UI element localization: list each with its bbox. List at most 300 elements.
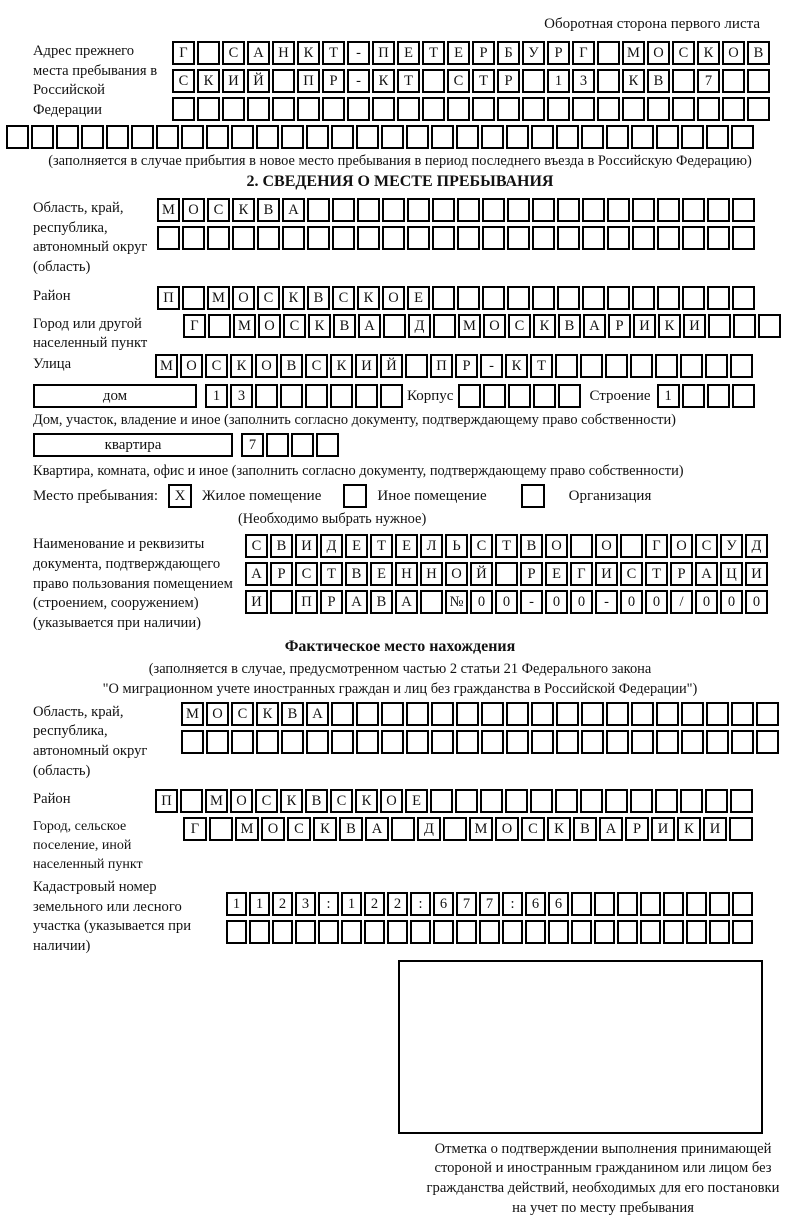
house-block xyxy=(33,384,800,412)
char-cell xyxy=(272,97,295,121)
char-cell xyxy=(432,198,455,222)
option-residential-label: Жилое помещение xyxy=(202,487,322,504)
char-cell: М xyxy=(233,314,256,338)
char-cell xyxy=(657,226,680,250)
char-cell xyxy=(730,789,753,813)
char-cell xyxy=(532,226,555,250)
char-cell xyxy=(606,730,629,754)
char-cell xyxy=(732,198,755,222)
char-cell: О xyxy=(382,286,405,310)
char-cell xyxy=(281,730,304,754)
char-cell: К xyxy=(505,354,528,378)
char-cell xyxy=(630,789,653,813)
char-cell xyxy=(571,892,592,916)
district-block xyxy=(33,286,800,314)
char-cell xyxy=(306,730,329,754)
char-cell xyxy=(280,384,303,408)
stamp-caption-line-2: стороной и иностранным гражданином или лицом без xyxy=(434,1160,772,1177)
char-cell: Т xyxy=(322,41,345,65)
char-cell: И xyxy=(295,534,318,558)
char-cell: А xyxy=(358,314,381,338)
char-cell xyxy=(732,226,755,250)
char-cell xyxy=(531,702,554,726)
char-cell xyxy=(508,384,531,408)
char-cell xyxy=(207,226,230,250)
region-block xyxy=(33,198,800,278)
char-cell xyxy=(482,226,505,250)
stamp-caption-line-1: Отметка о подтверждении выполнения принимающей xyxy=(434,1140,772,1157)
char-cell xyxy=(705,789,728,813)
char-cell: У xyxy=(720,534,743,558)
char-cell: П xyxy=(297,69,320,93)
char-cell: А xyxy=(365,817,389,841)
char-cell: А xyxy=(599,817,623,841)
char-cell: В xyxy=(307,286,330,310)
char-cell: О xyxy=(261,817,285,841)
char-cell xyxy=(380,384,403,408)
char-cell xyxy=(680,789,703,813)
char-cell: С xyxy=(330,789,353,813)
char-cell xyxy=(481,730,504,754)
char-cell xyxy=(483,384,506,408)
char-cell xyxy=(597,41,620,65)
char-cell xyxy=(407,226,430,250)
char-cell xyxy=(707,286,730,310)
char-cell xyxy=(756,702,779,726)
cadastral-label: Кадастровый номер земельного или лесного участка (указывается при наличии) xyxy=(33,878,192,955)
char-cell xyxy=(706,702,729,726)
char-cell: 1 xyxy=(341,892,362,916)
document-row-3 xyxy=(245,590,770,614)
char-cell: С xyxy=(245,534,268,558)
char-cell: А xyxy=(245,562,268,586)
char-cell xyxy=(656,125,679,149)
char-cell: О xyxy=(255,354,278,378)
char-cell xyxy=(316,433,339,457)
char-cell xyxy=(281,125,304,149)
char-cell xyxy=(381,702,404,726)
char-cell xyxy=(318,920,339,944)
char-cell: К xyxy=(533,314,556,338)
char-cell xyxy=(407,198,430,222)
stay-type-block xyxy=(33,484,800,508)
char-cell xyxy=(255,384,278,408)
char-cell xyxy=(456,730,479,754)
char-cell xyxy=(594,920,615,944)
char-cell xyxy=(181,125,204,149)
char-cell xyxy=(272,920,293,944)
char-cell xyxy=(708,314,731,338)
char-cell xyxy=(630,354,653,378)
prev-address-row-2 xyxy=(172,69,772,93)
char-cell xyxy=(81,125,104,149)
char-cell: П xyxy=(372,41,395,65)
char-cell: К xyxy=(658,314,681,338)
char-cell: О xyxy=(595,534,618,558)
char-cell xyxy=(556,730,579,754)
char-cell xyxy=(457,198,480,222)
apartment-box-label: квартира xyxy=(33,433,233,457)
char-cell xyxy=(447,97,470,121)
char-cell: П xyxy=(155,789,178,813)
char-cell xyxy=(6,125,29,149)
char-cell: № xyxy=(445,590,468,614)
char-cell xyxy=(506,702,529,726)
char-cell xyxy=(581,730,604,754)
apartment-caption: Квартира, комната, офис и иное (заполнить согласно документу, подтверждающему право собственности) xyxy=(33,463,684,480)
char-cell xyxy=(657,198,680,222)
char-cell xyxy=(482,286,505,310)
char-cell xyxy=(581,702,604,726)
char-cell xyxy=(709,892,730,916)
prev-address-grids xyxy=(172,41,772,125)
char-cell xyxy=(597,97,620,121)
char-cell xyxy=(722,97,745,121)
char-cell: С xyxy=(205,354,228,378)
char-cell xyxy=(582,286,605,310)
char-cell: К xyxy=(547,817,571,841)
char-cell xyxy=(556,125,579,149)
cadastral-block xyxy=(33,877,800,957)
char-cell xyxy=(682,384,705,408)
char-cell xyxy=(383,314,406,338)
char-cell xyxy=(631,125,654,149)
char-cell xyxy=(557,198,580,222)
char-cell xyxy=(533,384,556,408)
char-cell xyxy=(297,97,320,121)
char-cell xyxy=(617,920,638,944)
char-cell xyxy=(197,41,220,65)
char-cell: Р xyxy=(625,817,649,841)
char-cell xyxy=(507,226,530,250)
char-cell xyxy=(157,226,180,250)
char-cell xyxy=(347,97,370,121)
char-cell: С xyxy=(287,817,311,841)
char-cell: Р xyxy=(608,314,631,338)
char-cell: М xyxy=(155,354,178,378)
char-cell xyxy=(332,198,355,222)
char-cell: К xyxy=(313,817,337,841)
char-cell xyxy=(506,125,529,149)
char-cell xyxy=(572,97,595,121)
char-cell xyxy=(582,198,605,222)
char-cell xyxy=(270,590,293,614)
district-label: Район xyxy=(33,287,71,304)
char-cell xyxy=(357,226,380,250)
char-cell xyxy=(655,354,678,378)
stamp-caption-line-4: на учет по месту пребывания xyxy=(512,1199,694,1216)
city-label: Город или другой населенный пункт xyxy=(33,315,148,352)
char-cell xyxy=(182,226,205,250)
region-label: Область, край, республика, автономный округ (область) xyxy=(33,200,148,276)
char-cell: Р xyxy=(497,69,520,93)
char-cell: - xyxy=(595,590,618,614)
section2-title: 2. СВЕДЕНИЯ О МЕСТЕ ПРЕБЫВАНИЯ xyxy=(246,173,554,190)
char-cell xyxy=(681,702,704,726)
house-box-label: дом xyxy=(33,384,197,408)
char-cell: 7 xyxy=(456,892,477,916)
stamp-caption xyxy=(368,1140,800,1218)
char-cell xyxy=(570,534,593,558)
char-cell xyxy=(372,97,395,121)
char-cell xyxy=(672,97,695,121)
char-cell: С xyxy=(283,314,306,338)
char-cell: С xyxy=(521,817,545,841)
char-cell xyxy=(420,590,443,614)
char-cell: : xyxy=(502,892,523,916)
char-cell xyxy=(620,534,643,558)
checkbox-other-premises xyxy=(343,484,367,508)
char-cell: В xyxy=(305,789,328,813)
char-cell: Г xyxy=(572,41,595,65)
char-cell xyxy=(531,730,554,754)
char-cell: М xyxy=(181,702,204,726)
street-row xyxy=(155,354,755,378)
char-cell xyxy=(282,226,305,250)
char-cell xyxy=(581,125,604,149)
char-cell: М xyxy=(207,286,230,310)
char-cell xyxy=(458,384,481,408)
char-cell xyxy=(732,286,755,310)
char-cell: С xyxy=(172,69,195,93)
char-cell xyxy=(732,384,755,408)
char-cell xyxy=(456,125,479,149)
char-cell: В xyxy=(280,354,303,378)
char-cell xyxy=(582,226,605,250)
char-cell xyxy=(682,198,705,222)
option-organization-label: Организация xyxy=(568,487,652,504)
char-cell xyxy=(655,789,678,813)
char-cell xyxy=(606,702,629,726)
char-cell: М xyxy=(157,198,180,222)
char-cell xyxy=(482,198,505,222)
char-cell xyxy=(758,314,781,338)
char-cell: М xyxy=(205,789,228,813)
char-cell: Т xyxy=(397,69,420,93)
char-cell: Т xyxy=(422,41,445,65)
char-cell xyxy=(580,789,603,813)
char-cell: М xyxy=(235,817,259,841)
char-cell: К xyxy=(308,314,331,338)
char-cell xyxy=(479,920,500,944)
char-cell: 1 xyxy=(547,69,570,93)
char-cell xyxy=(731,730,754,754)
char-cell xyxy=(729,817,753,841)
char-cell xyxy=(307,226,330,250)
street-label: Улица xyxy=(33,356,72,373)
char-cell: 0 xyxy=(745,590,768,614)
char-cell xyxy=(391,817,415,841)
document-row-1 xyxy=(245,534,770,558)
char-cell: К xyxy=(622,69,645,93)
char-cell xyxy=(443,817,467,841)
char-cell: О xyxy=(206,702,229,726)
char-cell: Е xyxy=(397,41,420,65)
char-cell xyxy=(532,286,555,310)
char-cell: С xyxy=(470,534,493,558)
char-cell: С xyxy=(222,41,245,65)
char-cell xyxy=(222,97,245,121)
char-cell: : xyxy=(318,892,339,916)
char-cell xyxy=(558,384,581,408)
actual-city-row xyxy=(183,817,755,841)
char-cell xyxy=(709,920,730,944)
char-cell: И xyxy=(651,817,675,841)
checkbox-organization xyxy=(521,484,545,508)
char-cell xyxy=(455,789,478,813)
char-cell xyxy=(256,125,279,149)
document-row-2 xyxy=(245,562,770,586)
char-cell xyxy=(172,97,195,121)
korpus-cells xyxy=(458,384,583,408)
char-cell: Г xyxy=(183,817,207,841)
char-cell xyxy=(355,384,378,408)
char-cell xyxy=(530,789,553,813)
char-cell xyxy=(497,97,520,121)
char-cell xyxy=(682,286,705,310)
char-cell xyxy=(656,730,679,754)
char-cell: 1 xyxy=(249,892,270,916)
char-cell: Д xyxy=(408,314,431,338)
char-cell: И xyxy=(703,817,727,841)
char-cell: К xyxy=(357,286,380,310)
district-row xyxy=(157,286,757,310)
char-cell xyxy=(631,730,654,754)
char-cell: О xyxy=(380,789,403,813)
stamp-caption-line-3: гражданства действий, необходимых для его постановки xyxy=(426,1180,780,1197)
char-cell xyxy=(505,789,528,813)
char-cell: 2 xyxy=(272,892,293,916)
stay-type-note: (Необходимо выбрать нужное) xyxy=(238,511,427,528)
char-cell: 1 xyxy=(657,384,680,408)
char-cell: А xyxy=(306,702,329,726)
char-cell: К xyxy=(372,69,395,93)
char-cell: 0 xyxy=(720,590,743,614)
actual-district-label: Район xyxy=(33,791,71,808)
char-cell xyxy=(231,730,254,754)
char-cell xyxy=(594,892,615,916)
char-cell: Т xyxy=(320,562,343,586)
char-cell: У xyxy=(522,41,545,65)
char-cell xyxy=(431,702,454,726)
actual-district-row xyxy=(155,789,755,813)
char-cell: О xyxy=(647,41,670,65)
char-cell: Т xyxy=(370,534,393,558)
char-cell: И xyxy=(745,562,768,586)
char-cell: К xyxy=(256,702,279,726)
char-cell: С xyxy=(672,41,695,65)
char-cell xyxy=(232,226,255,250)
char-cell: К xyxy=(355,789,378,813)
char-cell xyxy=(686,920,707,944)
char-cell xyxy=(305,384,328,408)
char-cell: Й xyxy=(470,562,493,586)
char-cell xyxy=(406,730,429,754)
char-cell: О xyxy=(722,41,745,65)
char-cell xyxy=(341,920,362,944)
char-cell: С xyxy=(332,286,355,310)
prev-address-row-3 xyxy=(172,97,772,121)
char-cell xyxy=(640,892,661,916)
char-cell xyxy=(382,226,405,250)
char-cell: В xyxy=(333,314,356,338)
apartment-block xyxy=(33,433,800,461)
char-cell xyxy=(663,892,684,916)
char-cell: Т xyxy=(472,69,495,93)
char-cell xyxy=(295,920,316,944)
char-cell: Г xyxy=(172,41,195,65)
char-cell xyxy=(732,892,753,916)
char-cell xyxy=(707,384,730,408)
char-cell xyxy=(555,789,578,813)
char-cell xyxy=(632,286,655,310)
char-cell xyxy=(31,125,54,149)
city-row xyxy=(183,314,783,338)
char-cell: Р xyxy=(322,69,345,93)
char-cell: К xyxy=(197,69,220,93)
char-cell: / xyxy=(670,590,693,614)
char-cell: - xyxy=(520,590,543,614)
char-cell: Р xyxy=(547,41,570,65)
char-cell xyxy=(381,125,404,149)
char-cell xyxy=(522,69,545,93)
char-cell: А xyxy=(247,41,270,65)
char-cell xyxy=(422,97,445,121)
char-cell xyxy=(106,125,129,149)
char-cell xyxy=(226,920,247,944)
char-cell: О xyxy=(232,286,255,310)
char-cell xyxy=(430,789,453,813)
char-cell: Р xyxy=(520,562,543,586)
char-cell xyxy=(266,433,289,457)
prev-address-row-1 xyxy=(172,41,772,65)
char-cell: П xyxy=(157,286,180,310)
char-cell xyxy=(747,97,770,121)
char-cell: Е xyxy=(447,41,470,65)
char-cell xyxy=(731,125,754,149)
char-cell xyxy=(580,354,603,378)
actual-district-block xyxy=(33,789,800,817)
confirmation-stamp-box xyxy=(398,960,763,1134)
char-cell xyxy=(156,125,179,149)
char-cell xyxy=(681,125,704,149)
prev-address-label: Адрес прежнего места пребывания в Российской Федерации xyxy=(33,43,158,119)
char-cell xyxy=(256,730,279,754)
char-cell: Р xyxy=(270,562,293,586)
char-cell xyxy=(257,226,280,250)
char-cell: Г xyxy=(183,314,206,338)
char-cell: 7 xyxy=(479,892,500,916)
char-cell xyxy=(431,730,454,754)
char-cell xyxy=(657,286,680,310)
char-cell: М xyxy=(622,41,645,65)
char-cell: М xyxy=(469,817,493,841)
char-cell: С xyxy=(620,562,643,586)
char-cell xyxy=(722,69,745,93)
char-cell: 6 xyxy=(433,892,454,916)
char-cell: Р xyxy=(455,354,478,378)
char-cell: В xyxy=(345,562,368,586)
char-cell xyxy=(495,562,518,586)
char-cell xyxy=(332,226,355,250)
char-cell xyxy=(422,69,445,93)
char-cell xyxy=(182,286,205,310)
char-cell xyxy=(640,920,661,944)
char-cell: А xyxy=(395,590,418,614)
char-cell: 3 xyxy=(295,892,316,916)
char-cell xyxy=(682,226,705,250)
char-cell: К xyxy=(282,286,305,310)
